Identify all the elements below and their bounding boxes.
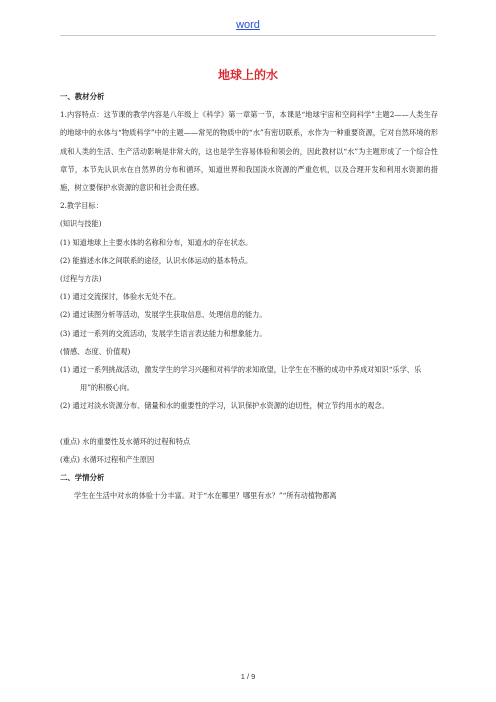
goal-item: (1) 通过交流探讨，体验水无处不在。 <box>60 292 181 302</box>
paragraph-student-analysis: 学生在生活中对水的体验十分丰富。对于“水在哪里？哪里有水？”“所有动植物都离 <box>74 491 337 501</box>
difficult-point: (难点) 水循环过程和产生原因 <box>60 454 155 464</box>
page-number: 1 / 9 <box>240 672 256 681</box>
paragraph-teaching-goals: 2.教学目标： <box>60 201 103 211</box>
goal-item: (2) 通过读图分析等活动，发展学生获取信息、处理信息的能力。 <box>60 310 267 320</box>
document-title: 地球上的水 <box>217 68 278 82</box>
goal-item: (2) 能描述水体之间联系的途径，认识水体运动的基本特点。 <box>60 255 253 265</box>
section-heading-student-analysis: 二、学情分析 <box>60 473 105 483</box>
goal-group-label-attitude: (情感、态度、价值观) <box>60 346 131 356</box>
header-divider <box>60 35 436 36</box>
goal-group-label-process: (过程与方法) <box>60 274 102 284</box>
goal-item: (1) 通过一系列挑战活动，激发学生的学习兴趣和对科学的求知欲望，让学生在不断的成功中养成对知识“乐学、乐用”的积极心向。 <box>60 365 422 393</box>
goal-item: (1) 知道地球上主要水体的名称和分布，知道水的存在状态。 <box>60 237 253 247</box>
document-body <box>60 88 438 505</box>
goal-item: (3) 通过一系列的交流活动，发展学生语言表达能力和想象能力。 <box>60 328 267 338</box>
header-word-link[interactable]: word <box>236 19 260 31</box>
section-heading-textbook-analysis: 一、教材分析 <box>60 92 105 101</box>
paragraph-content-features: 1.内容特点：这节课的教学内容是八年级上《科学》第一章第一节，本课是“地球宇宙和空间科学”主题2——人类生存的地球中的水体与“物质科学”中的主题——常见的物质中的“水”有密切联系，水作为一种重要资源，它对自然环境的形成和人类的生活、生产活动影响是非常大的，这也是学生容易体验和领会的，因此教材以“水”为主题形成了一个综合性章节，本节先认识水在自然界的分布和循环，知道世界和我国淡水资源的严重危机，以及合理开发和利用水资源的措施，树立要保护水资源的意识和社会责任感。 <box>60 110 438 193</box>
goal-group-label-knowledge: (知识与技能) <box>60 219 102 229</box>
goal-item: (2) 通过对淡水资源分布、储量和水的重要性的学习，认识保护水资源的迫切性，树立节约用水的观念。 <box>60 401 389 411</box>
spacer <box>60 416 438 433</box>
key-point: (重点) 水的重要性及水循环的过程和特点 <box>60 436 191 446</box>
